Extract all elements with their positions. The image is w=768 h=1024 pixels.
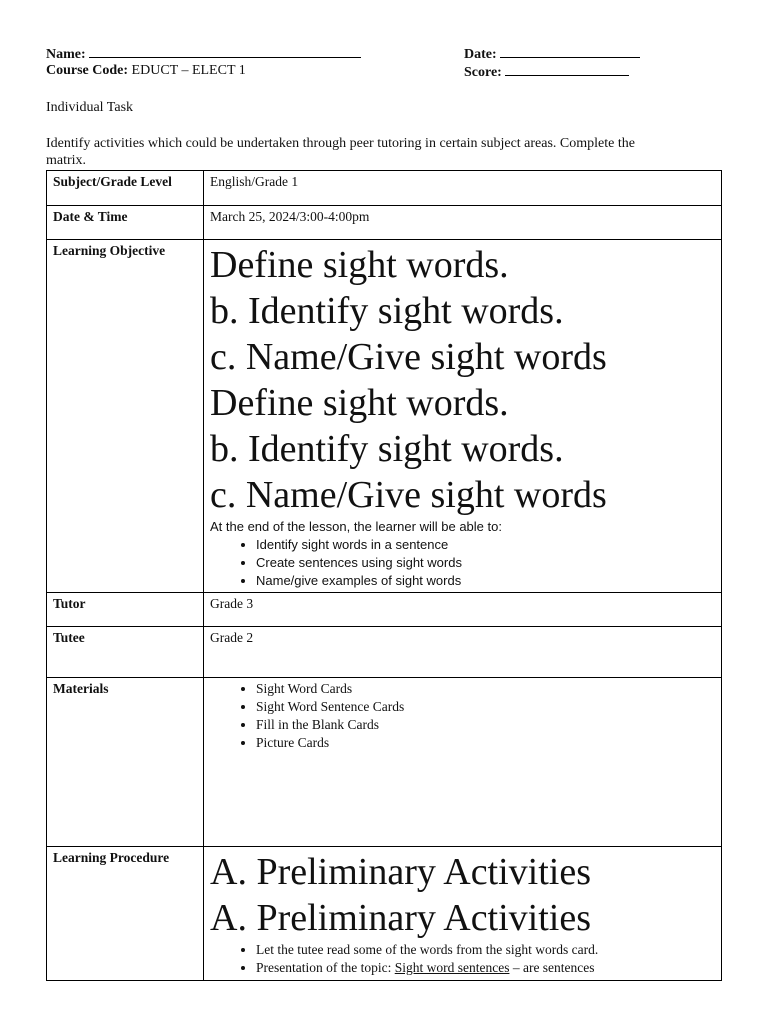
materials-list: [210, 680, 715, 752]
procedure-big-line: A. Preliminary Activities: [210, 897, 592, 939]
row-datetime: [47, 206, 722, 240]
date-blank[interactable]: [500, 45, 640, 58]
list-item: • Name/give examples of sight words: [256, 572, 715, 590]
score-row: [464, 63, 629, 81]
list-item: • Let the tutee read some of the words from the sight words card.: [256, 941, 715, 959]
procedure-big-line: A. Preliminary Activities: [210, 851, 592, 893]
procedure-label: Learning Procedure: [47, 847, 204, 981]
course-code-label: Course Code:: [46, 63, 129, 78]
objective-big-line: b. Identify sight words.: [210, 290, 564, 332]
list-item: • Sight Word Sentence Cards: [256, 698, 715, 716]
subject-label: Subject/Grade Level: [47, 171, 204, 206]
name-blank[interactable]: [89, 45, 361, 58]
list-item: • Create sentences using sight words: [256, 554, 715, 572]
objective-label: Learning Objective: [47, 240, 204, 593]
date-row: [464, 45, 640, 63]
objective-intro: At the end of the lesson, the learner will be able to:: [210, 519, 502, 534]
materials-label: Materials: [47, 678, 204, 847]
procedure-bullet2-suffix: – are sentences: [509, 960, 595, 975]
procedure-bullet2-prefix: Presentation of the topic:: [256, 960, 395, 975]
list-item: • Picture Cards: [256, 734, 715, 752]
procedure-bullets: [210, 941, 715, 977]
procedure-bullet2-underlined: Sight word sentences: [394, 960, 510, 975]
score-label: Score:: [464, 65, 502, 80]
course-code-row: [46, 63, 246, 79]
row-objective: [47, 240, 722, 593]
materials-cell: [204, 678, 722, 847]
task-title: Individual Task: [46, 100, 134, 115]
objective-big-line: Define sight words.: [210, 382, 509, 424]
score-blank[interactable]: [505, 63, 629, 76]
tutor-label: Tutor: [47, 593, 204, 627]
row-tutee: [47, 627, 722, 678]
name-label: Name:: [46, 47, 86, 62]
row-procedure: [47, 847, 722, 981]
date-label: Date:: [464, 47, 497, 62]
objective-big-line: c. Name/Give sight words: [210, 474, 607, 516]
list-item: • Identify sight words in a sentence: [256, 536, 715, 554]
instructions-line-1: Identify activities which could be undertaken through peer tutoring in certain subject areas. Complete the: [46, 136, 635, 151]
instructions-line-2: matrix.: [46, 153, 87, 168]
datetime-label: Date & Time: [47, 206, 204, 240]
subject-value: English/Grade 1: [204, 171, 722, 206]
peer-tutoring-matrix: [46, 170, 722, 981]
objective-big-line: b. Identify sight words.: [210, 428, 564, 470]
list-item: • Sight Word Cards: [256, 680, 715, 698]
datetime-value: March 25, 2024/3:00-4:00pm: [204, 206, 722, 240]
list-item: • Fill in the Blank Cards: [256, 716, 715, 734]
list-item: [256, 959, 715, 977]
procedure-cell: [204, 847, 722, 981]
name-row: [46, 45, 361, 63]
course-code-value: EDUCT – ELECT 1: [131, 63, 246, 78]
row-subject: [47, 171, 722, 206]
tutor-value: Grade 3: [204, 593, 722, 627]
objective-big-line: Define sight words.: [210, 244, 509, 286]
row-materials: [47, 678, 722, 847]
objective-bullets: [210, 536, 715, 590]
tutee-value: Grade 2: [204, 627, 722, 678]
objective-cell: [204, 240, 722, 593]
objective-big-line: c. Name/Give sight words: [210, 336, 607, 378]
tutee-label: Tutee: [47, 627, 204, 678]
row-tutor: [47, 593, 722, 627]
